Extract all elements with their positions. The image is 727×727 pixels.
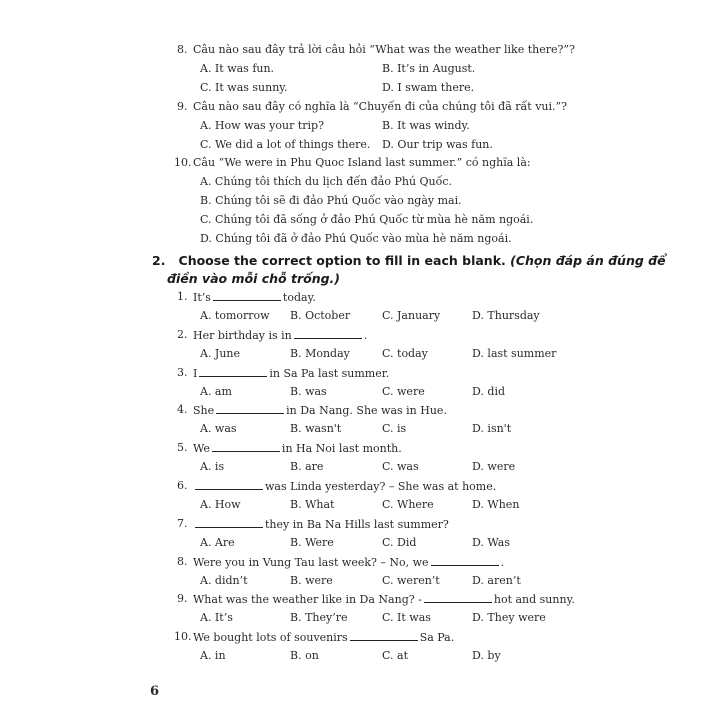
option: C. were (382, 384, 425, 398)
option: B. on (290, 649, 319, 663)
option: D. Chúng tôi đã ở đảo Phú Quốc vào mùa hè năm ngoái. (200, 232, 512, 245)
question-text-before: Were you in Vung Tau last week? – No, we (193, 555, 429, 569)
option: C. at (382, 649, 408, 663)
question-text (193, 630, 454, 645)
section-number: 2. (152, 253, 166, 268)
answer-blank (195, 479, 263, 490)
question-text (193, 517, 449, 532)
option: A. am (200, 384, 232, 398)
option: D. isn't (472, 422, 512, 436)
question-number: 10. (174, 156, 192, 170)
option: D. Our trip was fun. (382, 137, 493, 151)
option: C. was (382, 460, 419, 474)
option: B. Monday (290, 346, 350, 360)
option: C. It was (382, 611, 431, 625)
option: C. today (382, 346, 428, 360)
option: A. It was fun. (200, 61, 275, 75)
option: C. is (382, 422, 407, 436)
option: D. I swam there. (382, 80, 475, 94)
page-number: 6 (150, 684, 160, 699)
answer-blank (424, 592, 492, 603)
option: A. How was your trip? (200, 118, 324, 132)
question-text-after: hot and sunny. (493, 593, 575, 607)
option: D. last summer (472, 346, 557, 360)
answer-blank (350, 630, 418, 641)
question-text (193, 290, 316, 305)
section-title: Choose the correct option to fill in each blank. (178, 253, 506, 268)
option: B. are (290, 460, 324, 474)
option: D. Thursday (472, 308, 540, 322)
question-text-before: What was the weather like in Da Nang? - (193, 593, 422, 607)
question-text-before: She (193, 404, 215, 418)
question-number: 4. (177, 403, 188, 417)
question-text (193, 441, 402, 456)
option: D. by (472, 649, 501, 663)
answer-blank (213, 290, 281, 301)
question-text-after: they in Ba Na Hills last summer? (265, 517, 449, 531)
question-text: Câu nào sau đây có nghĩa là “Chuyến đi của chúng tôi đã rất vui.”? (193, 99, 568, 113)
question-text-after: . (500, 555, 505, 569)
question-text-after: in Ha Noi last month. (281, 442, 402, 456)
question-text: Câu nào sau đây trả lời câu hỏi “What was the weather like there?”? (193, 43, 575, 56)
question-number: 8. (177, 43, 188, 56)
option: D. did (472, 384, 506, 398)
section-subtitle-1: (Chọn đáp án đúng để (510, 253, 666, 268)
option: C. January (382, 308, 441, 322)
answer-blank (195, 517, 263, 528)
question-text (193, 479, 496, 494)
option: C. Did (382, 535, 417, 549)
option: B. Chúng tôi sẽ đi đảo Phú Quốc vào ngày mai. (200, 194, 462, 208)
question-text-after: in Da Nang. She was in Hue. (286, 404, 447, 418)
option: D. They were (472, 611, 546, 625)
question-text (193, 592, 575, 607)
option: B. It was windy. (382, 118, 470, 132)
question-number: 10. (174, 630, 192, 644)
option: A. in (200, 649, 226, 663)
answer-blank (431, 555, 499, 566)
question-text-before: We (193, 442, 210, 456)
question-number: 7. (177, 516, 188, 530)
option: D. When (472, 497, 520, 511)
option: C. It was sunny. (200, 80, 288, 94)
question-number: 5. (177, 441, 188, 455)
option: B. Were (290, 535, 334, 549)
option: A. tomorrow (200, 308, 270, 322)
option: C. weren’t (382, 573, 440, 587)
question-text (193, 555, 504, 570)
answer-blank (212, 441, 280, 452)
question-text-after: today. (282, 291, 316, 304)
question-number: 6. (177, 479, 188, 492)
option: A. How (200, 497, 241, 511)
question-text: Câu “We were in Phu Quoc Island last summer.” có nghĩa là: (193, 156, 531, 170)
question-text-before: I (193, 366, 198, 380)
option: B. What (290, 497, 335, 511)
option: C. Where (382, 497, 434, 511)
option: B. They’re (290, 611, 348, 625)
answer-blank (294, 328, 362, 339)
question-text-after: . (363, 328, 368, 342)
question-number: 2. (177, 327, 188, 341)
option: A. It’s (200, 611, 233, 625)
option: D. Was (472, 535, 510, 549)
question-text (193, 366, 389, 381)
option: A. is (200, 460, 225, 474)
option: A. Chúng tôi thích du lịch đến đảo Phú Quốc. (200, 175, 453, 189)
question-number: 9. (177, 592, 188, 606)
question-number: 1. (177, 290, 188, 303)
option: A. was (200, 422, 237, 436)
option: A. Are (200, 535, 235, 549)
answer-blank (199, 366, 267, 377)
answer-blank (216, 403, 284, 414)
option: B. were (290, 573, 333, 587)
option: B. wasn't (290, 422, 342, 436)
option: C. Chúng tôi đã sống ở đảo Phú Quốc từ mùa hè năm ngoái. (200, 213, 534, 227)
question-text (193, 328, 367, 343)
option: B. It’s in August. (382, 61, 476, 75)
section-2-heading-cont (167, 270, 340, 288)
section-2-heading (152, 252, 666, 270)
section-subtitle-2: điền vào mỗi chỗ trống.) (167, 271, 341, 286)
option: B. was (290, 384, 327, 398)
question-number: 8. (177, 554, 188, 568)
option: D. were (472, 460, 516, 474)
question-text-before: Her birthday is in (193, 328, 292, 342)
question-number: 9. (177, 99, 188, 113)
question-text-after: in Sa Pa last summer. (269, 366, 390, 380)
option: C. We did a lot of things there. (200, 137, 371, 151)
question-text-before: It’s (193, 291, 211, 304)
question-number: 3. (177, 365, 188, 379)
option: B. October (290, 308, 351, 322)
option: A. didn’t (200, 573, 248, 587)
question-text (193, 403, 447, 418)
question-text-before: We bought lots of souvenirs (193, 631, 348, 645)
question-text-after: Sa Pa. (419, 631, 455, 645)
question-text-after: was Linda yesterday? – She was at home. (265, 480, 497, 493)
option: A. June (200, 346, 241, 360)
option: D. aren’t (472, 573, 521, 587)
